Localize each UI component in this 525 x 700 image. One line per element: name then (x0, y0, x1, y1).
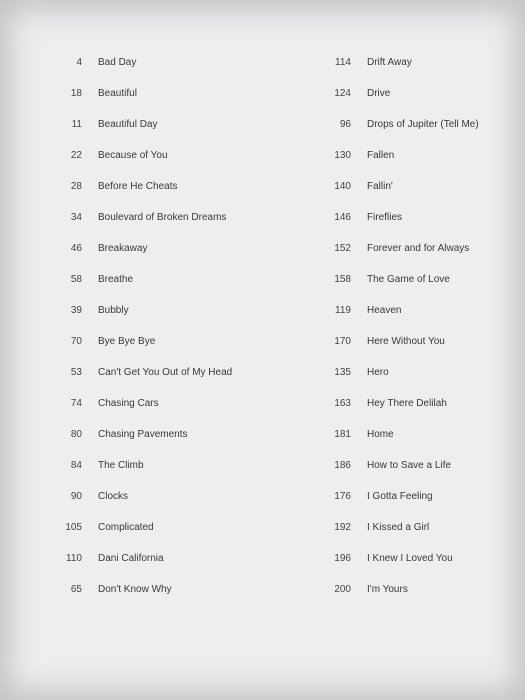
toc-song-title: Can't Get You Out of My Head (98, 367, 233, 378)
toc-song-title: Fallin' (367, 181, 393, 192)
toc-entry (40, 109, 284, 140)
toc-song-title: Drive (367, 88, 391, 99)
toc-entry (309, 171, 525, 202)
toc-song-title: Don't Know Why (98, 584, 172, 595)
toc-entry (309, 419, 525, 450)
toc-page-number: 130 (334, 150, 351, 161)
toc-entry (309, 357, 525, 388)
toc-song-title: Breathe (98, 274, 134, 285)
toc-page-number: 90 (70, 491, 82, 502)
toc-song-title: Bubbly (98, 305, 129, 316)
toc-entry (309, 47, 525, 78)
toc-page-number: 74 (70, 398, 82, 409)
toc-entry (309, 326, 525, 357)
toc-page-number: 46 (70, 243, 82, 254)
toc-song-title: Forever and for Always (367, 243, 470, 254)
toc-song-title: Hey There Delilah (367, 398, 447, 409)
toc-song-title: Breakaway (98, 243, 148, 254)
toc-entry (40, 543, 284, 574)
toc-page-number: 176 (334, 491, 351, 502)
toc-song-title: Boulevard of Broken Dreams (98, 212, 227, 223)
toc-entry (40, 450, 284, 481)
toc-page-number: 84 (70, 460, 82, 471)
toc-song-title: Because of You (98, 150, 168, 161)
toc-page-number: 146 (334, 212, 351, 223)
toc-song-title: Fallen (367, 150, 395, 161)
toc-entry (309, 78, 525, 109)
toc-song-title: The Climb (98, 460, 144, 471)
toc-page-number: 170 (334, 336, 351, 347)
toc-entry (40, 78, 284, 109)
toc-page-number: 135 (334, 367, 351, 378)
toc-entry (40, 264, 284, 295)
toc-song-title: Dani California (98, 553, 164, 564)
toc-entry (309, 450, 525, 481)
toc-entry (309, 481, 525, 512)
toc-song-title: Heaven (367, 305, 402, 316)
toc-song-title: Beautiful Day (98, 119, 158, 130)
toc-entry (40, 357, 284, 388)
toc-page-number: 65 (70, 584, 82, 595)
toc-page-number: 34 (70, 212, 82, 223)
toc-page-number: 114 (335, 57, 351, 68)
toc-song-title: Bad Day (98, 57, 137, 68)
toc-page-number: 70 (70, 336, 82, 347)
toc-song-title: Beautiful (98, 88, 137, 99)
toc-song-title: Fireflies (367, 212, 403, 223)
toc-song-title: Bye Bye Bye (98, 336, 156, 347)
toc-song-title: Before He Cheats (98, 181, 178, 192)
toc-page-number: 163 (334, 398, 351, 409)
toc-song-title: I Gotta Feeling (367, 491, 433, 502)
toc-song-title: Chasing Cars (98, 398, 159, 409)
toc-page-number: 96 (339, 119, 351, 130)
toc-entry (40, 47, 284, 78)
toc-page-number: 39 (70, 305, 82, 316)
toc-entry (309, 512, 525, 543)
toc-entry (40, 295, 284, 326)
toc-column-left (40, 47, 284, 605)
toc-entry (40, 512, 284, 543)
toc-song-title: Chasing Pavements (98, 429, 188, 440)
toc-entry (309, 264, 525, 295)
toc-song-title: Clocks (98, 491, 129, 502)
toc-entry (40, 140, 284, 171)
toc-entry (309, 202, 525, 233)
toc-song-title: I Knew I Loved You (367, 553, 453, 564)
toc-entry (40, 574, 284, 605)
toc-page-number: 4 (76, 57, 82, 68)
toc-song-title: Drops of Jupiter (Tell Me) (367, 119, 479, 130)
toc-song-title: The Game of Love (367, 274, 450, 285)
toc-entry (309, 233, 525, 264)
toc-entry (309, 295, 525, 326)
table-of-contents (0, 47, 525, 605)
toc-page-number: 200 (334, 584, 351, 595)
toc-entry (40, 419, 284, 450)
toc-song-title: I Kissed a Girl (367, 522, 430, 533)
toc-page-number: 110 (66, 553, 82, 564)
toc-entry (309, 388, 525, 419)
toc-entry (40, 233, 284, 264)
toc-page-number: 158 (334, 274, 351, 285)
toc-page-number: 53 (70, 367, 82, 378)
toc-column-right (309, 47, 525, 605)
toc-page-number: 22 (70, 150, 82, 161)
toc-page-number: 58 (70, 274, 82, 285)
toc-page-number: 181 (334, 429, 351, 440)
toc-page-number: 80 (70, 429, 82, 440)
toc-song-title: Here Without You (367, 336, 445, 347)
toc-page-number: 124 (334, 88, 351, 99)
toc-entry (309, 140, 525, 171)
toc-page-number: 105 (65, 522, 82, 533)
toc-song-title: Complicated (98, 522, 154, 533)
toc-song-title: Home (367, 429, 394, 440)
toc-entry (40, 388, 284, 419)
toc-page-number: 196 (334, 553, 351, 564)
toc-entry (40, 481, 284, 512)
toc-song-title: Hero (367, 367, 389, 378)
toc-entry (40, 171, 284, 202)
toc-entry (309, 574, 525, 605)
toc-song-title: Drift Away (367, 57, 412, 68)
toc-page-number: 11 (71, 119, 82, 130)
toc-entry (309, 109, 525, 140)
toc-page-number: 28 (70, 181, 82, 192)
toc-page-number: 18 (70, 88, 82, 99)
toc-page-number: 186 (334, 460, 351, 471)
toc-entry (40, 202, 284, 233)
toc-song-title: I'm Yours (367, 584, 408, 595)
toc-entry (309, 543, 525, 574)
toc-page-number: 192 (334, 522, 351, 533)
toc-page-number: 119 (335, 305, 351, 316)
toc-song-title: How to Save a Life (367, 460, 451, 471)
toc-page-number: 140 (334, 181, 351, 192)
toc-page-number: 152 (334, 243, 351, 254)
toc-entry (40, 326, 284, 357)
